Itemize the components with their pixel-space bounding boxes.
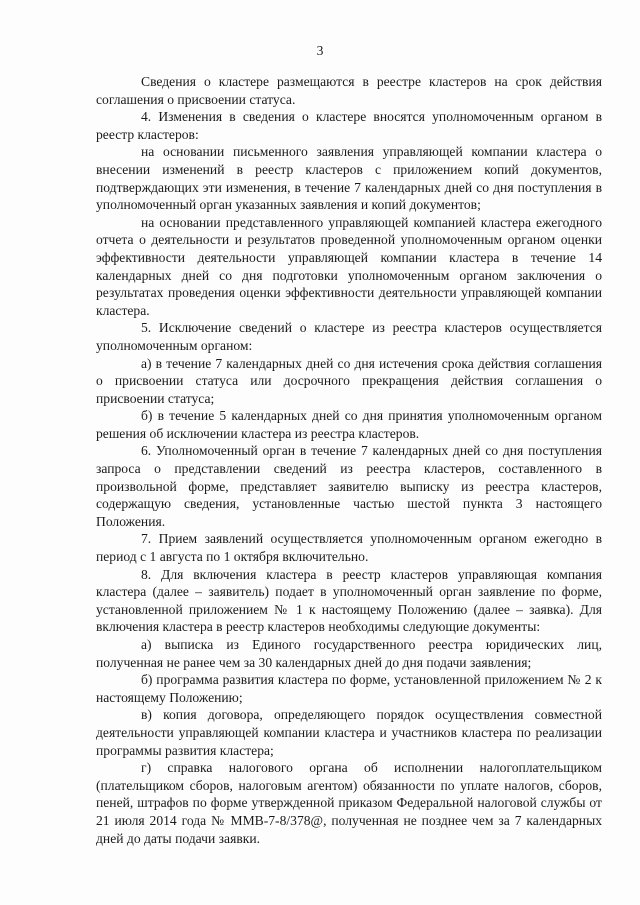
paragraph-5-a: а) в течение 7 календарных дней со дня истечения срока действия соглашения о присвоении статуса или досрочного прекращения действия соглашения о присвоении статуса;	[96, 355, 602, 406]
paragraph-8-a: а) выписка из Единого государственного реестра юридических лиц, полученная не ранее чем за 30 календарных дней до дня подачи заявления;	[96, 637, 602, 670]
paragraph-6: 6. Уполномоченный орган в течение 7 календарных дней со дня поступления запроса о представлении сведений из реестра кластеров, составленного в произвольной форме, представляет заявителю выписку из реестра кластеров, содержащую сведения, установленные частью шестой пункта 3 настоящего Положения.	[96, 443, 602, 529]
paragraph-registry-term: Сведения о кластере размещаются в реестре кластеров на срок действия соглашения о присвоении статуса.	[96, 74, 602, 107]
page-number: 3	[316, 43, 324, 58]
paragraph-4-annual-report: на основании представленного управляющей компанией кластера ежегодного отчета о деятельности и результатов проведенной уполномоченным органом оценки эффективности деятельности управляющей компании кластера в течение 14 календарных дней со дня подготовки уполномоченным органом заключения о результатах проведения оценки эффективности деятельности управляющей компании кластера.	[96, 214, 602, 318]
paragraph-8: 8. Для включения кластера в реестр кластеров управляющая компания кластера (далее – заявитель) подает в уполномоченный орган заявление по форме, установленной приложением № 1 к настоящему Положению (далее – заявка). Для включения кластера в реестр кластеров необходимы следующие документы:	[96, 566, 602, 635]
document-body	[96, 73, 602, 847]
paragraph-5-b: б) в течение 5 календарных дней со дня принятия уполномоченным органом решения об исключении кластера из реестра кластеров.	[96, 408, 602, 441]
paragraph-8-g: г) справка налогового органа об исполнении налогоплательщиком (плательщиком сборов, налоговым агентом) обязанности по уплате налогов, сборов, пеней, штрафов по форме утвержденной приказом Федеральной налоговой службы от 21 июля 2014 года № ММВ-7-8/378@, полученная не позднее чем за 7 календарных дней до даты подачи заявки.	[96, 760, 602, 846]
paragraph-7: 7. Прием заявлений осуществляется уполномоченным органом ежегодно в период с 1 августа по 1 октября включительно.	[96, 531, 602, 565]
paragraph-8-v: в) копия договора, определяющего порядок осуществления совместной деятельности управляющей компании кластера и участников кластера по реализации программы развития кластера;	[96, 707, 602, 758]
paragraph-4-written-application: на основании письменного заявления управляющей компании кластера о внесении изменений в реестр кластеров с приложением копий документов, подтверждающих эти изменения, в течение 7 календарных дней со дня поступления в уполномоченный орган указанных заявления и копий документов;	[96, 144, 602, 213]
paragraph-4: 4. Изменения в сведения о кластере вносятся уполномоченным органом в реестр кластеров:	[96, 109, 602, 142]
paragraph-8-b: б) программа развития кластера по форме, установленной приложением № 2 к настоящему Положению;	[96, 672, 602, 705]
paragraph-5: 5. Исключение сведений о кластере из реестра кластеров осуществляется уполномоченным органом:	[96, 320, 602, 353]
